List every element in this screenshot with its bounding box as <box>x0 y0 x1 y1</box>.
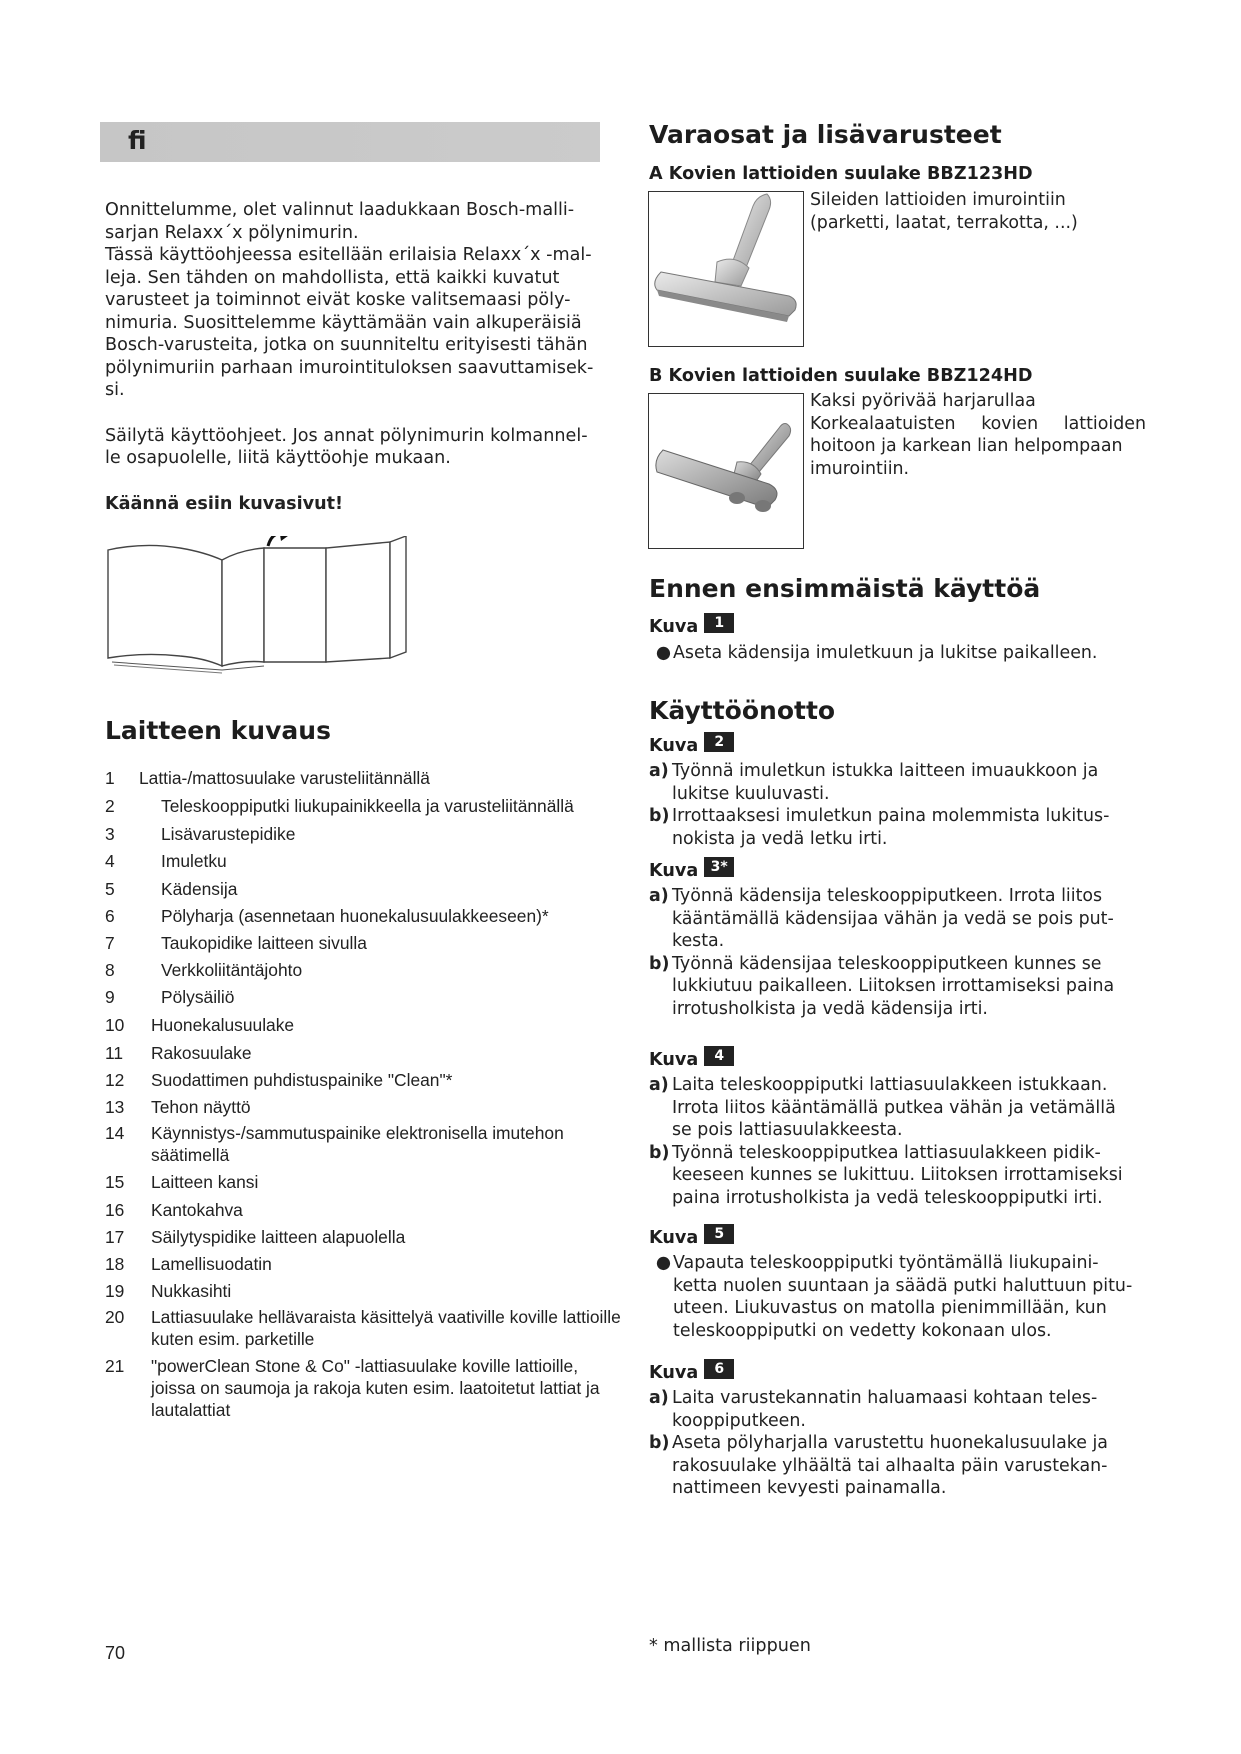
floor-nozzle-icon <box>649 192 803 346</box>
part-label: Nukkasihti <box>151 1281 232 1301</box>
page-number: 70 <box>105 1643 126 1663</box>
intro-line: nimuria. Suosittelemme käyttämään vain alkuperäisiä <box>105 312 582 333</box>
step-item <box>649 1387 1149 1432</box>
step-text: Laita teleskooppiputki lattiasuulakkeen istukkaan. Irrota liitos kääntämällä putkea vähän ja vetämällä se pois lattiasuulakkeesta. <box>672 1075 1116 1140</box>
step-letter: b) <box>649 1142 670 1163</box>
figure-steps <box>649 1252 1149 1342</box>
figure-badge: 6 <box>704 1359 734 1379</box>
figure-steps <box>649 885 1149 1020</box>
part-label: Verkkoliitäntäjohto <box>161 960 303 980</box>
step-letter: b) <box>649 806 670 826</box>
step-text: Irrottaaksesi imuletkun paina molemmista lukitus- nokista ja vedä letku irti. <box>672 806 1110 849</box>
accessory-a-image <box>648 191 804 347</box>
part-item <box>105 823 625 845</box>
part-label: Tehon näyttö <box>151 1097 251 1117</box>
part-label: Laitteen kansi <box>151 1172 259 1192</box>
intro-line: sarjan Relaxx´x pölynimurin. <box>105 222 359 243</box>
part-label: Kädensija <box>161 879 238 899</box>
intro-line: Onnittelumme, olet valinnut laadukkaan Bosch-malli- <box>105 200 575 220</box>
step-item <box>649 953 1149 1021</box>
step-text: Työnnä kädensija teleskooppiputkeen. Irrota liitos kääntämällä kädensijaa vähän ja vedä se pois put- kesta. <box>672 886 1114 951</box>
step-letter: b) <box>649 953 670 974</box>
parts-list <box>105 767 625 1421</box>
intro-line: le osapuolelle, liitä käyttöohje mukaan. <box>105 448 451 468</box>
step-letter: a) <box>649 1075 669 1095</box>
intro-line: pölynimuriin parhaan imurointituloksen saavuttamisek- <box>105 357 594 378</box>
step-text: Työnnä kädensijaa teleskooppiputkeen kunnes se lukkiutuu paikalleen. Liitoksen irrottamiseksi paina irrotusholkista ja vedä kädensija irti. <box>672 953 1115 1019</box>
bullet-icon: ● <box>655 643 671 663</box>
part-item <box>105 1042 625 1064</box>
part-item <box>105 1122 625 1166</box>
part-number: 19 <box>105 1281 125 1301</box>
figure-badge: 4 <box>704 1046 734 1066</box>
part-number: 15 <box>105 1172 125 1192</box>
step-item <box>649 1074 1149 1142</box>
part-number: 3 <box>105 824 115 844</box>
step-item <box>649 1432 1149 1500</box>
step-text: Laita varustekannatin haluamaasi kohtaan teles- kooppiputkeen. <box>672 1388 1098 1431</box>
section-title-spare-parts: Varaosat ja lisävarusteet <box>649 120 1002 149</box>
part-number: 21 <box>105 1356 125 1376</box>
intro-paragraph-2 <box>105 425 605 470</box>
figure-badge: 1 <box>704 613 734 633</box>
figure-ref-4: Kuva 4 <box>649 1050 734 1070</box>
part-label: Säilytyspidike laitteen alapuolella <box>151 1227 406 1247</box>
part-number: 11 <box>105 1043 124 1063</box>
figure-steps <box>649 760 1149 850</box>
section-title-commissioning: Käyttöönotto <box>649 696 836 725</box>
part-item <box>105 986 625 1008</box>
step-letter: a) <box>649 886 669 906</box>
part-item <box>105 878 625 900</box>
part-number: 10 <box>105 1015 125 1035</box>
part-label: Pölysäiliö <box>161 987 235 1007</box>
part-number: 5 <box>105 879 115 899</box>
part-number: 8 <box>105 960 115 980</box>
part-item <box>105 1069 625 1091</box>
figure-ref-5: Kuva 5 <box>649 1228 734 1248</box>
part-label: Huonekalusuulake <box>151 1015 295 1035</box>
bullet-icon: ● <box>655 1253 671 1273</box>
part-number: 9 <box>105 987 115 1007</box>
intro-line: Säilytä käyttöohjeet. Jos annat pölynimurin kolmannel- <box>105 425 588 446</box>
part-label: Käynnistys-/sammutuspainike elektronisella imutehon säätimellä <box>151 1123 564 1165</box>
step-text: Aseta pölyharjalla varustettu huonekalusuulake ja rakosuulake ylhäältä tai alhaalta päin varustekan- nattimeen kevyesti painamalla. <box>672 1433 1108 1498</box>
accessory-b-justified-line <box>810 413 1146 436</box>
section-title-before-first-use: Ennen ensimmäistä käyttöä <box>649 574 1041 603</box>
fold-out-pages-illustration <box>104 536 424 676</box>
part-label: Taukopidike laitteen sivulla <box>161 933 367 953</box>
part-item <box>105 1199 625 1221</box>
step-text: Työnnä imuletkun istukka laitteen imuaukkoon ja lukitse kuuluvasti. <box>672 761 1099 804</box>
part-item <box>105 1014 625 1036</box>
part-item <box>105 959 625 981</box>
part-item <box>105 1171 625 1193</box>
part-item <box>105 1253 625 1275</box>
part-number: 7 <box>105 933 115 953</box>
step-item <box>649 885 1149 953</box>
b-word-2: kovien <box>981 413 1039 434</box>
step-text: Työnnä teleskooppiputkea lattiasuulakkeen pidik- keeseen kunnes se lukittuu. Liitoksen irrottamiseksi paina irrotusholkista ja vedä teleskooppiputki irti. <box>672 1142 1123 1208</box>
part-label: Rakosuulake <box>151 1043 252 1063</box>
bullet-text: Vapauta teleskooppiputki työntämällä liukupaini- ketta nuolen suuntaan ja säädä putki haluttuun pitu- uteen. Liukuvastus on matolla pienimmillään, kun teleskooppiputki on vedetty kokonaan ulos. <box>673 1253 1133 1341</box>
part-item <box>105 1096 625 1118</box>
intro-line: leja. Sen tähden on mahdollista, että kaikki kuvatut <box>105 267 560 288</box>
part-number: 16 <box>105 1200 125 1220</box>
b-word-1: Korkealaatuisten <box>810 413 956 434</box>
part-label: Lisävarustepidike <box>161 824 296 844</box>
part-label: Lattia-/mattosuulake varusteliitännällä <box>139 768 430 788</box>
part-number: 17 <box>105 1227 125 1247</box>
intro-line: si. <box>105 380 125 400</box>
part-label: Suodattimen puhdistuspainike "Clean"* <box>151 1070 453 1090</box>
part-label: Lattiasuulake hellävaraista käsittelyä vaativille koville lattioille kuten esim. parketille <box>151 1307 621 1349</box>
figure-badge: 3* <box>704 857 734 877</box>
part-number: 14 <box>105 1123 125 1143</box>
step-item <box>649 805 1149 850</box>
intro-line: varusteet ja toiminnot eivät koske valitsemaasi pöly- <box>105 290 571 310</box>
language-bar <box>100 122 600 162</box>
intro-line: Bosch-varusteita, jotka on suunniteltu erityisesti tähän <box>105 335 588 355</box>
figure-badge: 5 <box>704 1224 734 1244</box>
brush-nozzle-icon <box>649 394 803 548</box>
accessory-a-description: Sileiden lattioiden imurointiin (parketti, laatat, terrakotta, ...) <box>810 190 1078 233</box>
step-item <box>649 1142 1149 1210</box>
part-item <box>105 795 625 817</box>
part-item <box>105 905 625 927</box>
figure-ref-6: Kuva 6 <box>649 1363 734 1383</box>
accessory-b-description: Kaksi pyörivää harjarullaa Korkealaatuisten kovien lattioiden hoitoon ja karkean lian helpompaan imurointiin. <box>810 391 1146 479</box>
part-item <box>105 1280 625 1302</box>
figure-ref-2: Kuva 2 <box>649 736 734 756</box>
figure-steps <box>649 1074 1149 1209</box>
part-number: 6 <box>105 906 115 926</box>
accessory-a-heading: A Kovien lattioiden suulake BBZ123HD <box>649 164 1033 184</box>
figure-badge: 2 <box>704 732 734 752</box>
language-code: fi <box>128 126 147 155</box>
bullet-item <box>649 1252 1149 1342</box>
b-word-3: lattioiden <box>1063 413 1146 434</box>
part-label: Kantokahva <box>151 1200 243 1220</box>
footnote: * mallista riippuen <box>649 1636 811 1656</box>
section-title-device-description: Laitteen kuvaus <box>105 716 331 745</box>
part-item <box>105 850 625 872</box>
part-number: 12 <box>105 1070 125 1090</box>
part-number: 2 <box>105 796 115 816</box>
step-item <box>649 760 1149 805</box>
part-number: 20 <box>105 1307 125 1327</box>
part-item <box>105 1355 625 1421</box>
step-letter: b) <box>649 1433 670 1453</box>
part-item <box>105 1226 625 1248</box>
before-use-step: ● Aseta kädensija imuletkuun ja lukitse paikalleen. <box>649 642 1149 665</box>
intro-paragraph-1 <box>105 199 605 402</box>
step-letter: a) <box>649 1388 669 1408</box>
part-item <box>105 767 625 789</box>
figure-ref-1: Kuva 1 <box>649 617 734 637</box>
intro-text <box>105 199 605 515</box>
intro-bold-instruction: Käännä esiin kuvasivut! <box>105 493 344 514</box>
part-number: 18 <box>105 1254 125 1274</box>
intro-line: Tässä käyttöohjeessa esitellään erilaisia Relaxx´x -mal- <box>105 245 592 265</box>
part-label: Teleskooppiputki liukupainikkeella ja varusteliitännällä <box>161 796 574 816</box>
accessory-b-heading: B Kovien lattioiden suulake BBZ124HD <box>649 366 1033 386</box>
figure-steps <box>649 1387 1149 1500</box>
part-label: Imuletku <box>161 851 227 871</box>
part-number: 4 <box>105 851 115 871</box>
figure-ref-3: Kuva 3* <box>649 861 734 881</box>
accessory-b-image <box>648 393 804 549</box>
part-label: Lamellisuodatin <box>151 1254 272 1274</box>
part-item <box>105 932 625 954</box>
part-item <box>105 1306 625 1350</box>
part-number: 13 <box>105 1097 125 1117</box>
part-label: Pölyharja (asennetaan huonekalusuulakkeeseen)* <box>161 906 549 926</box>
part-number: 1 <box>105 768 115 788</box>
part-label: "powerClean Stone & Co" -lattiasuulake koville lattioille, joissa on saumoja ja rakoja kuten esim. laatoitetut lattiat ja lautalattiat <box>151 1356 600 1420</box>
step-letter: a) <box>649 761 669 781</box>
